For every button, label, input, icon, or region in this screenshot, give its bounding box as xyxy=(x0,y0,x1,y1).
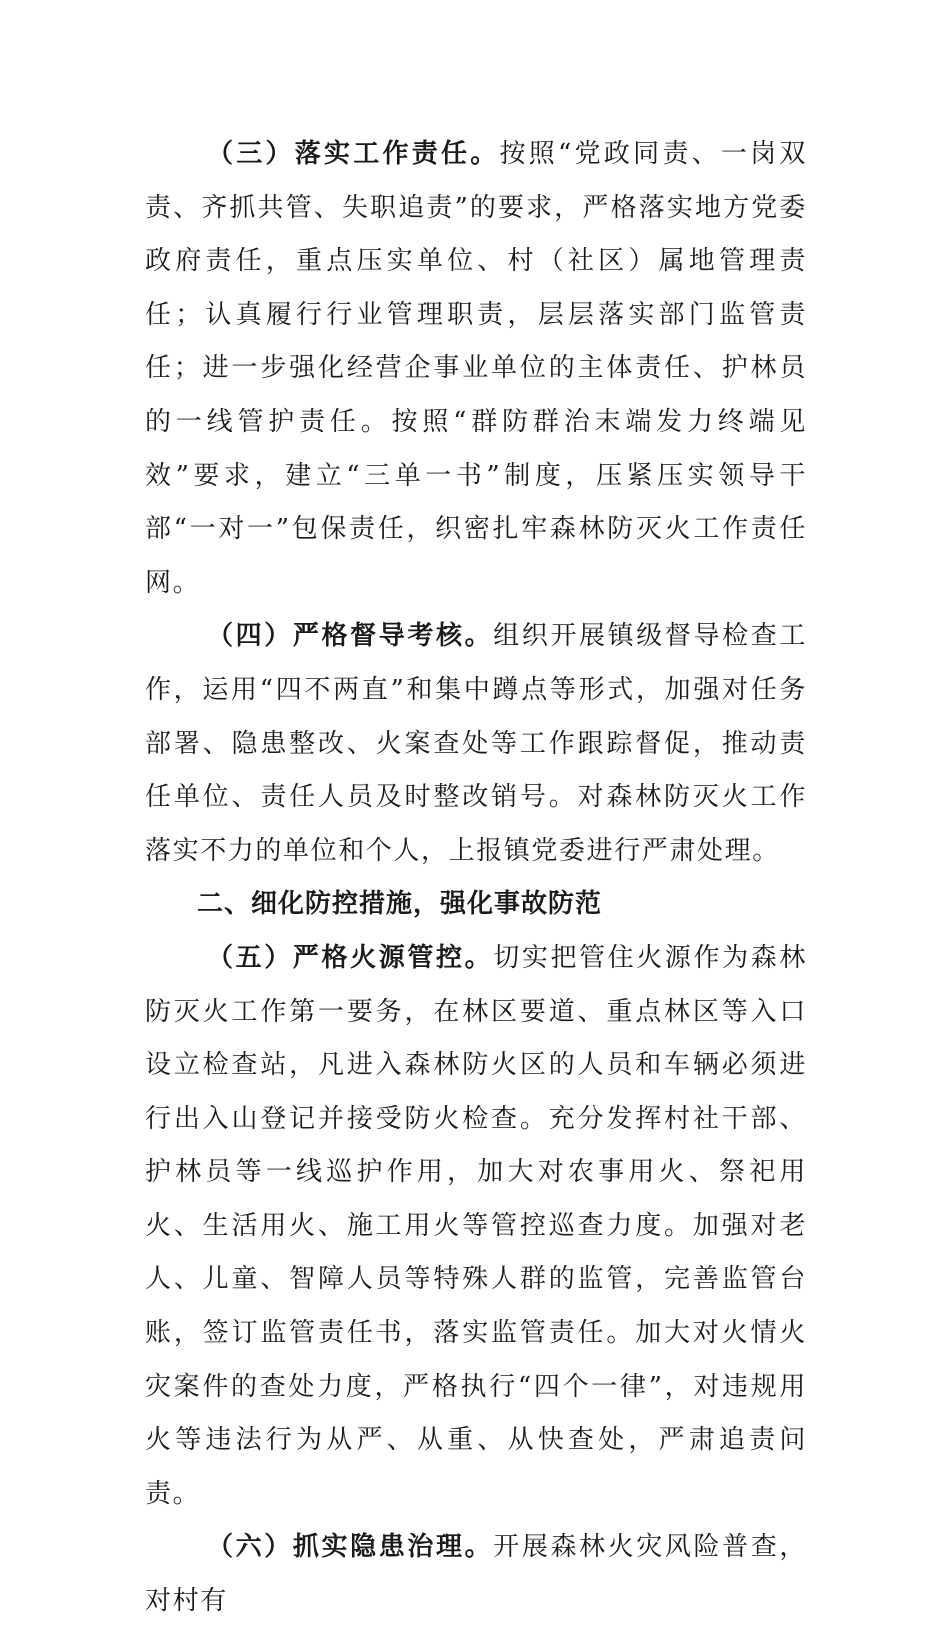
document-page xyxy=(145,128,807,1629)
paragraph-body: 按照“党政同责、一岗双责、齐抓共管、失职追责”的要求，严格落实地方党委政府责任，重点压实单位、村（社区）属地管理责任；认真履行行业管理职责，层层落实部门监管责任；进一步强化经营企事业单位的主体责任、护林员的一线管护责任。按照“群防群治末端发力终端见效”要求，建立“三单一书”制度，压紧压实领导干部“一对一”包保责任，织密扎牢森林防灭火工作责任网。 xyxy=(145,139,807,598)
paragraph-body: 开展森林火灾风险普查，对村有 xyxy=(145,1532,807,1617)
paragraph-heading: （三）落实工作责任。 xyxy=(207,139,500,169)
paragraph-implement-responsibility xyxy=(145,128,807,610)
paragraph-hazard-governance xyxy=(145,1521,807,1628)
paragraph-heading: （五）严格火源管控。 xyxy=(207,942,494,973)
paragraph-body: 切实把管住火源作为森林防灭火工作第一要务，在林区要道、重点林区等入口设立检查站，凡进入森林防火区的人员和车辆必须进行出入山登记并接受防火检查。充分发挥村社干部、护林员等一线巡护作用，加大对农事用火、祭祀用火、生活用火、施工用火等管控巡查力度。加强对老人、儿童、智障人员等特殊人群的监管，完善监管台账，签订监管责任书，落实监管责任。加大对火情火灾案件的查处力度，严格执行“四个一律”，对违规用火等违法行为从严、从重、从快查处，严肃追责问责。 xyxy=(145,942,807,1509)
paragraph-heading: （四）严格督导考核。 xyxy=(207,621,494,652)
paragraph-body: 组织开展镇级督导检查工作，运用“四不两直”和集中蹲点等形式，加强对任务部署、隐患整改、火案查处等工作跟踪督促，推动责任单位、责任人员及时整改销号。对森林防灭火工作落实不力的单位和个人，上报镇党委进行严肃处理。 xyxy=(145,621,807,866)
paragraph-heading: （六）抓实隐患治理。 xyxy=(207,1532,494,1563)
paragraph-fire-source-control xyxy=(145,932,807,1522)
paragraph-supervision-assessment xyxy=(145,610,807,878)
section-heading: 二、细化防控措施，强化事故防范 xyxy=(197,889,603,920)
